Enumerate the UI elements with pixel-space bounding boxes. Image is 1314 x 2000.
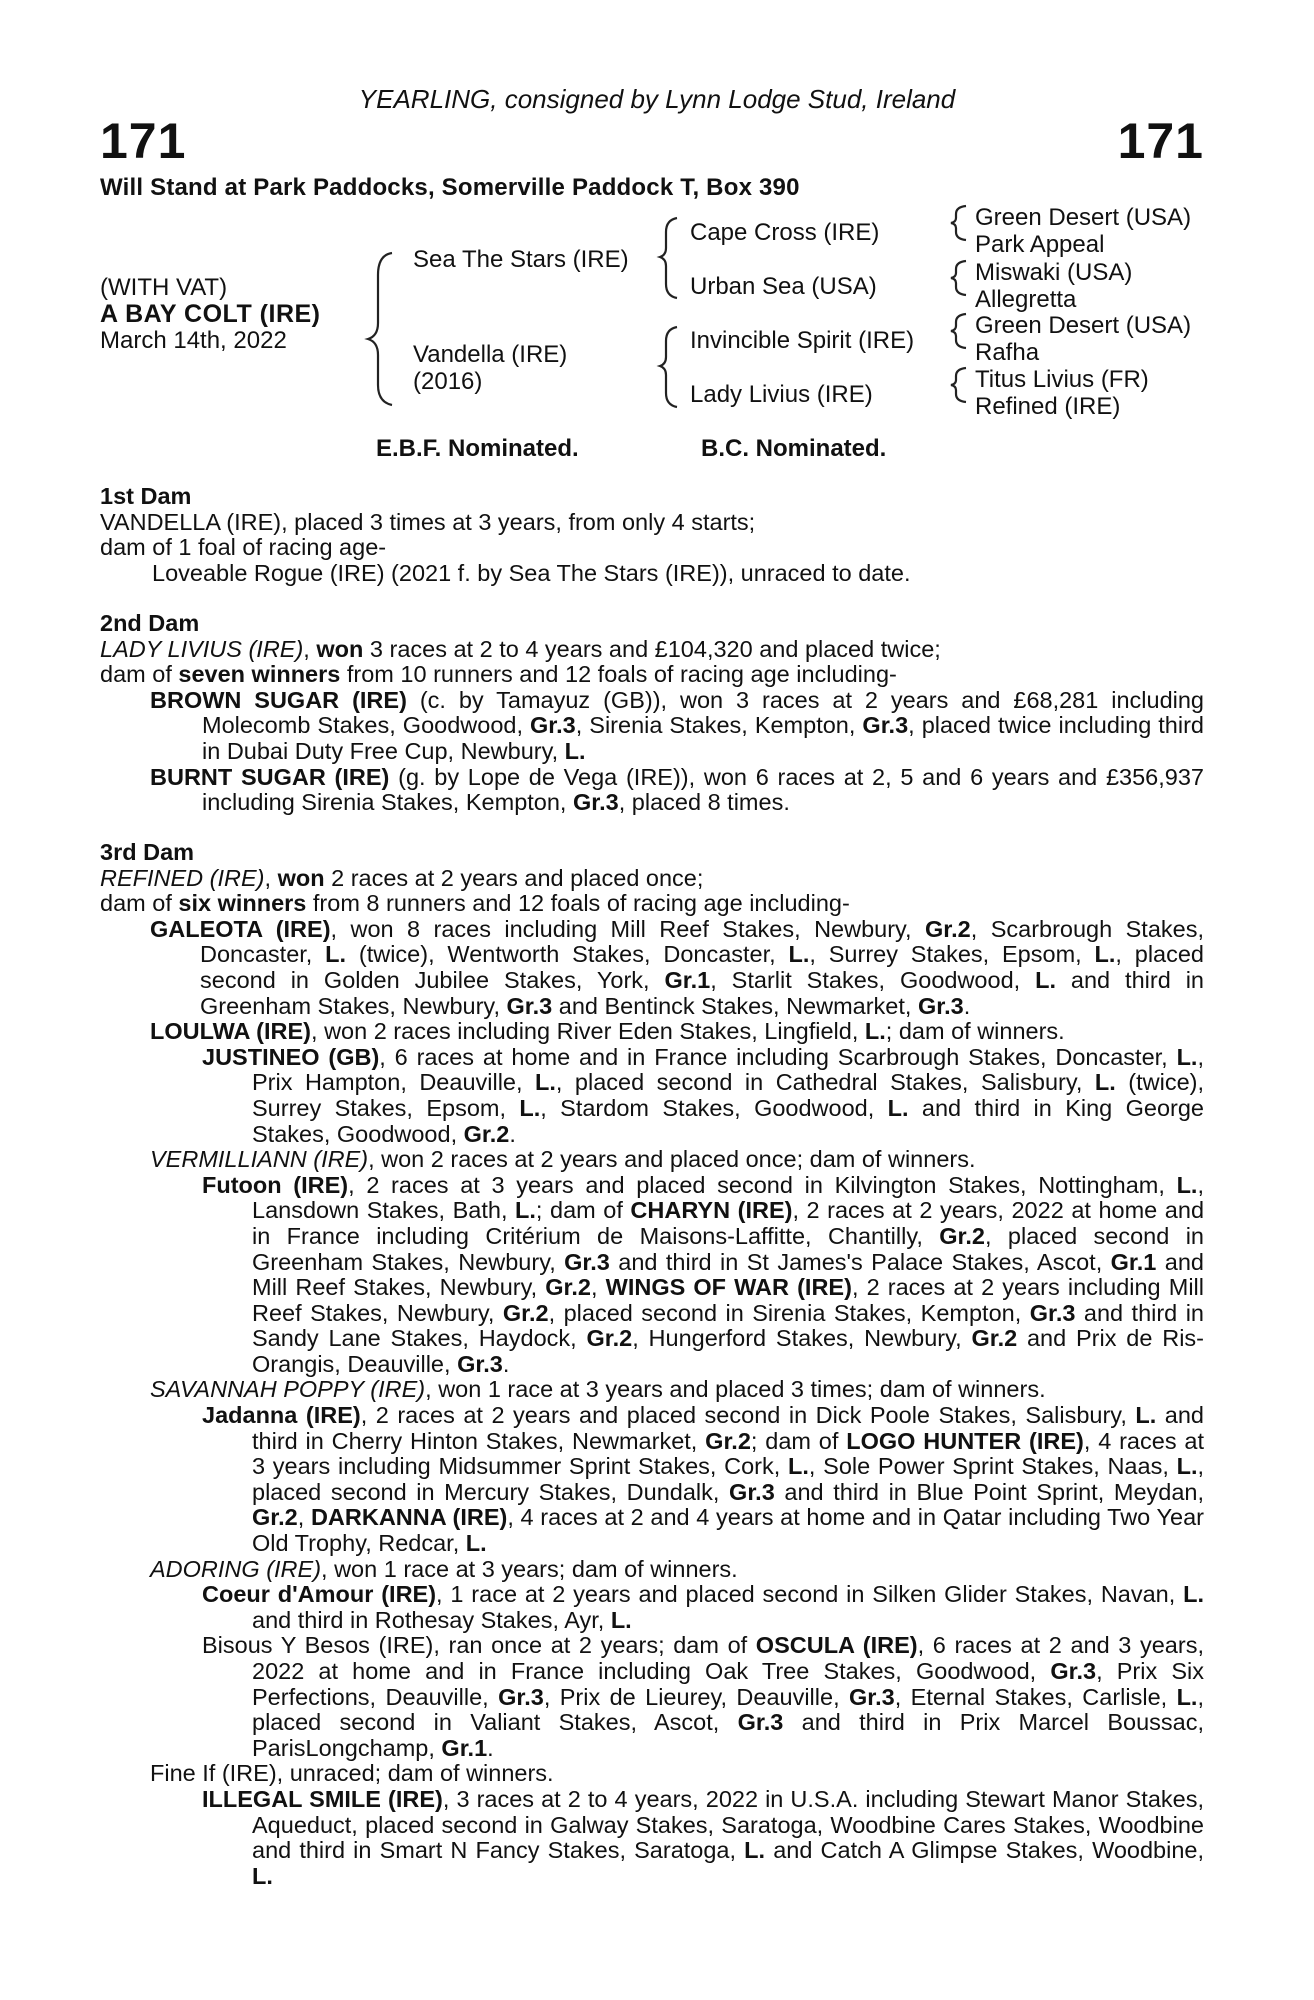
bold-text: Gr.3 xyxy=(849,1683,895,1710)
third-dam-line: REFINED (IRE), won 2 races at 2 years and placed once; xyxy=(100,864,704,891)
bold-text: GALEOTA (IRE) xyxy=(150,915,331,942)
text: , Sirenia Stakes, Kempton, xyxy=(575,712,863,739)
text: , placed 8 times. xyxy=(618,789,790,816)
produce-entry xyxy=(100,1557,1204,1583)
text: and third in Cherry Hinton Stakes, Newmarket, xyxy=(252,1402,1204,1454)
dam-name: ADORING (IRE) xyxy=(150,1555,322,1582)
text: , Stardom Stakes, Goodwood, xyxy=(540,1094,888,1121)
text: and third in St James's Palace Stakes, Ascot, xyxy=(609,1248,1111,1275)
bold-text: L. xyxy=(1176,1683,1198,1710)
ped-sss: Green Desert (USA) xyxy=(975,204,1192,231)
text: , won 2 races at 2 years and placed once; dam of winners. xyxy=(368,1146,976,1173)
bold-text: Gr.2 xyxy=(971,1325,1018,1352)
bold-text: L. xyxy=(788,941,810,968)
produce-entry xyxy=(100,1147,1204,1173)
text: , 2 races at 2 years and placed second in Dick Poole Stakes, Salisbury, xyxy=(360,1402,1136,1429)
text: (c. by Tamayuz (GB)), won 3 races at 2 years and £68,281 including Molecomb Stakes, Goodwood, xyxy=(202,686,1204,739)
text: , Surrey Stakes, Epsom, xyxy=(809,941,1095,968)
text: and Catch A Glimpse Stakes, Woodbine, xyxy=(765,1837,1204,1864)
text: and third in Sandy Lane Stakes, Haydock, xyxy=(252,1299,1204,1352)
horse-name: A BAY COLT (IRE) xyxy=(100,300,321,328)
bold-text: Gr.3 xyxy=(1029,1299,1076,1326)
text: , 2 races at 2 years including Mill Reef Stakes, Newbury, xyxy=(252,1274,1204,1326)
text: dam of xyxy=(100,661,179,688)
lot-number-right: 171 xyxy=(1117,113,1204,169)
bold-text: L. xyxy=(515,1197,536,1224)
bold-text: Gr.3 xyxy=(457,1350,503,1377)
bold-text: L. xyxy=(1176,1043,1198,1070)
text: Fine If (IRE), unraced; dam of winners. xyxy=(150,1760,554,1787)
text: and Bentinck Stakes, Newmarket, xyxy=(552,992,918,1019)
text: ; dam of xyxy=(535,1197,631,1224)
text: and Mill Reef Stakes, Newbury, xyxy=(252,1248,1204,1301)
bold-text: Gr.1 xyxy=(664,966,711,993)
text: , 2 races at 2 years, 2022 at home and in France including Critérium de Maisons-Laffitte, Chantilly, xyxy=(252,1197,1205,1249)
text: . xyxy=(963,992,971,1019)
text: , 6 races at 2 and 3 years, 2022 at home and in France including Oak Tree Stakes, Goodwood, xyxy=(252,1632,1204,1684)
bold-text: Gr.1 xyxy=(441,1734,488,1761)
bold-text: L. xyxy=(864,1018,886,1045)
text: , 3 races at 2 to 4 years, 2022 in U.S.A. including Stewart Manor Stakes, Aqueduct, placed second in Galway Stakes, Saratoga, Woodbine Cares Stakes, Woodbine and third in Smart N Fancy Stakes, Saratoga, xyxy=(252,1785,1204,1864)
text: , Scarbrough Stakes, Doncaster, xyxy=(200,915,1204,968)
bold-text: Jadanna (IRE) xyxy=(202,1402,361,1429)
text: , won 1 race at 3 years; dam of winners. xyxy=(321,1555,738,1582)
text: , Hungerford Stakes, Newbury, xyxy=(632,1325,972,1352)
bold-text: Gr.3 xyxy=(498,1683,544,1710)
text: , Prix Hampton, Deauville, xyxy=(252,1043,1204,1096)
grade: Gr.3 xyxy=(573,789,619,816)
text: ; dam of xyxy=(750,1427,847,1454)
text: Bisous Y Besos (IRE), ran once at 2 years; dam of xyxy=(202,1632,756,1659)
bold-text: Gr.2 xyxy=(939,1222,985,1249)
bold-text: Gr.3 xyxy=(506,992,553,1019)
third-dam-produce-intro xyxy=(100,891,1204,917)
text: , won 2 races including River Eden Stakes, Lingfield, xyxy=(311,1018,865,1045)
produce-entry xyxy=(100,1761,1204,1787)
dam-of-dam: Lady Livius (IRE) xyxy=(690,381,873,408)
bold-text: L. xyxy=(610,1606,632,1633)
bold-text: JUSTINEO (GB) xyxy=(202,1043,380,1070)
bold-text: LOULWA (IRE) xyxy=(150,1018,312,1045)
listed: L. xyxy=(564,737,586,764)
text: , placed second in Sirenia Stakes, Kempton, xyxy=(548,1299,1030,1326)
consignment-line: YEARLING, consigned by Lynn Lodge Stud, Ireland xyxy=(358,84,956,114)
text: , placed second in Golden Jubilee Stakes, York, xyxy=(200,941,1204,993)
first-dam-line: VANDELLA (IRE), placed 3 times at 3 years, from only 4 starts; xyxy=(100,508,756,535)
third-dam-name: REFINED (IRE) xyxy=(100,864,265,891)
sire-of-dam: Invincible Spirit (IRE) xyxy=(690,327,915,354)
produce-entry xyxy=(100,1377,1204,1403)
bold-text: Gr.3 xyxy=(1050,1658,1097,1684)
bold-text: L. xyxy=(1035,966,1056,993)
second-dam-heading: 2nd Dam xyxy=(100,610,200,636)
text: dam of xyxy=(100,890,179,917)
text: , xyxy=(297,1504,311,1531)
text: and Prix de Ris-Orangis, Deauville, xyxy=(252,1325,1204,1377)
bold-text: L. xyxy=(252,1862,273,1889)
text: , won 8 races including Mill Reef Stakes, Newbury, xyxy=(330,915,926,942)
first-dam-produce-intro: dam of 1 foal of racing age- xyxy=(100,534,387,561)
second-dam-section xyxy=(100,611,1204,816)
text: , Lansdown Stakes, Bath, xyxy=(252,1171,1204,1224)
bold-text: Gr.2 xyxy=(502,1299,549,1326)
produce-entry xyxy=(100,1019,1204,1045)
text: , placed second in Valiant Stakes, Ascot, xyxy=(252,1683,1204,1736)
winners-count: seven winners xyxy=(178,661,341,688)
ped-dsd: Rafha xyxy=(975,339,1040,366)
text: (twice), Surrey Stakes, Epsom, xyxy=(252,1069,1204,1121)
bold-text: L. xyxy=(887,1094,909,1121)
sire-of-sire: Cape Cross (IRE) xyxy=(690,219,880,246)
bold-text: L. xyxy=(1135,1402,1157,1429)
ped-dss: Green Desert (USA) xyxy=(975,312,1192,339)
bold-text: L. xyxy=(1176,1453,1198,1480)
bold-text: Gr.3 xyxy=(917,992,964,1019)
ped-sdd: Allegretta xyxy=(975,286,1077,313)
bold-text: Gr.2 xyxy=(463,1120,510,1147)
text: (g. by Lope de Vega (IRE)), won 6 races at 2, 5 and 6 years and £356,937 including Sirenia Stakes, Kempton, xyxy=(202,763,1204,816)
text: , Starlit Stakes, Goodwood, xyxy=(710,966,1036,993)
bold-text: Gr.3 xyxy=(564,1248,610,1275)
bold-text: L. xyxy=(325,941,347,968)
text: , placed second in Mercury Stakes, Dundalk, xyxy=(252,1453,1205,1505)
text: , 2 races at 3 years and placed second in Kilvington Stakes, Nottingham, xyxy=(348,1171,1177,1198)
text: and third in King George Stakes, Goodwood, xyxy=(252,1094,1205,1147)
text: and third in Prix Marcel Boussac, ParisLongchamp, xyxy=(252,1709,1204,1761)
text: 2 races at 2 years and placed once; xyxy=(324,864,704,891)
produce-entry xyxy=(100,1582,1204,1633)
text: , Prix de Lieurey, Deauville, xyxy=(543,1683,849,1710)
grade: Gr.3 xyxy=(530,712,576,739)
text: , 1 race at 2 years and placed second in Silken Glider Stakes, Navan, xyxy=(436,1581,1184,1608)
horse-name: BURNT SUGAR (IRE) xyxy=(150,763,390,790)
bold-text: L. xyxy=(1094,941,1116,968)
bold-text: Coeur d'Amour (IRE) xyxy=(202,1581,437,1608)
winners-count: six winners xyxy=(178,890,307,917)
ped-ddd: Refined (IRE) xyxy=(975,393,1121,420)
text: (twice), Wentworth Stakes, Doncaster, xyxy=(346,941,789,968)
text: , placed second in Greenham Stakes, Newbury, xyxy=(252,1222,1204,1275)
foaling-date: March 14th, 2022 xyxy=(100,327,287,354)
bold-text: L. xyxy=(465,1530,487,1557)
won-word: won xyxy=(316,635,364,662)
produce-entry xyxy=(100,1787,1204,1889)
text: . xyxy=(487,1734,494,1761)
ped-dds: Titus Livius (FR) xyxy=(975,366,1149,393)
text: , placed second in Cathedral Stakes, Salisbury, xyxy=(555,1069,1095,1096)
third-dam-produce-list xyxy=(100,917,1204,1890)
first-dam-section xyxy=(100,484,1204,586)
text: from 10 runners and 12 foals of racing age including- xyxy=(340,661,897,688)
produce-entry xyxy=(100,1403,1204,1557)
dam-name: SAVANNAH POPPY (IRE) xyxy=(150,1376,426,1403)
text: , Eternal Stakes, Carlisle, xyxy=(894,1683,1177,1710)
bold-text: L. xyxy=(1176,1171,1198,1198)
produce-entry xyxy=(100,917,1204,1019)
bold-text: L. xyxy=(788,1453,809,1480)
bold-text: Gr.3 xyxy=(729,1478,775,1505)
second-dam-produce-intro xyxy=(100,662,1204,688)
ebf-nominated: E.B.F. Nominated. xyxy=(376,435,579,462)
dam-of-sire: Urban Sea (USA) xyxy=(690,273,877,300)
bold-text: Gr.3 xyxy=(737,1709,784,1736)
produce-entry xyxy=(100,1045,1204,1147)
bold-text: Futoon (IRE) xyxy=(202,1171,349,1198)
second-dam-record: 3 races at 2 to 4 years and £104,320 and placed twice; xyxy=(363,635,941,662)
won-word: won xyxy=(277,864,325,891)
vat-label: (WITH VAT) xyxy=(100,274,228,301)
second-dam-line: LADY LIVIUS (IRE), won 3 races at 2 to 4 years and £104,320 and placed twice; xyxy=(100,635,941,662)
text: and third in Rothesay Stakes, Ayr, xyxy=(252,1606,611,1633)
dam-year: (2016) xyxy=(413,368,483,395)
dam-name: Vandella (IRE) xyxy=(413,341,568,368)
bc-nominated: B.C. Nominated. xyxy=(701,435,887,462)
text: , 6 races at home and in France including Scarbrough Stakes, Doncaster, xyxy=(379,1043,1177,1070)
bold-text: L. xyxy=(519,1094,541,1121)
dam-name: VERMILLIANN (IRE) xyxy=(150,1146,369,1173)
ped-sds: Miswaki (USA) xyxy=(975,259,1133,286)
bold-text: L. xyxy=(1183,1581,1204,1608)
first-dam-foal: Loveable Rogue (IRE) (2021 f. by Sea The Stars (IRE)), unraced to date. xyxy=(152,559,911,586)
second-dam-name: LADY LIVIUS (IRE) xyxy=(100,635,304,662)
bold-text: Gr.2 xyxy=(925,915,971,942)
lot-number-left: 171 xyxy=(100,113,187,169)
grade: Gr.3 xyxy=(862,712,909,739)
produce-entry xyxy=(100,1173,1204,1378)
text: ; dam of winners. xyxy=(885,1018,1065,1045)
bold-text: ILLEGAL SMILE (IRE) xyxy=(202,1785,443,1812)
bold-text: L. xyxy=(1094,1069,1116,1096)
text: from 8 runners and 12 foals of racing age including- xyxy=(306,890,850,917)
text: , Sole Power Sprint Stakes, Naas, xyxy=(808,1453,1177,1480)
bold-text: Gr.2 xyxy=(545,1274,591,1301)
bold-text: OSCULA (IRE) xyxy=(755,1632,918,1659)
produce-entry xyxy=(100,1633,1204,1761)
bold-text: Gr.2 xyxy=(705,1427,751,1454)
text: . xyxy=(502,1350,510,1377)
bold-text: DARKANNA (IRE) xyxy=(310,1504,508,1531)
third-dam-section xyxy=(100,840,1204,1889)
text: , 4 races at 3 years including Midsummer Sprint Stakes, Cork, xyxy=(252,1427,1204,1480)
text: and third in Greenham Stakes, Newbury, xyxy=(200,966,1204,1019)
text: . xyxy=(509,1120,516,1147)
produce-brown-sugar xyxy=(100,688,1204,765)
third-dam-heading: 3rd Dam xyxy=(100,839,195,865)
bold-text: Gr.2 xyxy=(252,1504,298,1531)
text: and third in Blue Point Sprint, Meydan, xyxy=(774,1478,1204,1505)
bold-text: Gr.1 xyxy=(1110,1248,1157,1275)
text: , Prix Six Perfections, Deauville, xyxy=(252,1658,1204,1710)
sire-name: Sea The Stars (IRE) xyxy=(413,246,629,273)
ped-ssd: Park Appeal xyxy=(975,231,1105,258)
text: , 4 races at 2 and 4 years at home and in Qatar including Two Year Old Trophy, Redcar, xyxy=(252,1504,1204,1557)
produce-burnt-sugar xyxy=(100,765,1204,816)
bold-text: CHARYN (IRE) xyxy=(630,1197,793,1224)
bold-text: WINGS OF WAR (IRE) xyxy=(605,1274,852,1301)
bold-text: Gr.2 xyxy=(586,1325,633,1352)
bold-text: L. xyxy=(535,1069,556,1096)
text: , won 1 race at 3 years and placed 3 times; dam of winners. xyxy=(425,1376,1046,1403)
text: , xyxy=(590,1274,606,1301)
bold-text: LOGO HUNTER (IRE) xyxy=(846,1427,1084,1454)
bold-text: L. xyxy=(744,1837,766,1864)
text: , placed twice including third in Dubai Duty Free Cup, Newbury, xyxy=(202,712,1204,764)
first-dam-heading: 1st Dam xyxy=(100,483,192,509)
horse-name: BROWN SUGAR (IRE) xyxy=(150,686,407,713)
stand-location: Will Stand at Park Paddocks, Somerville Paddock T, Box 390 xyxy=(100,174,800,201)
